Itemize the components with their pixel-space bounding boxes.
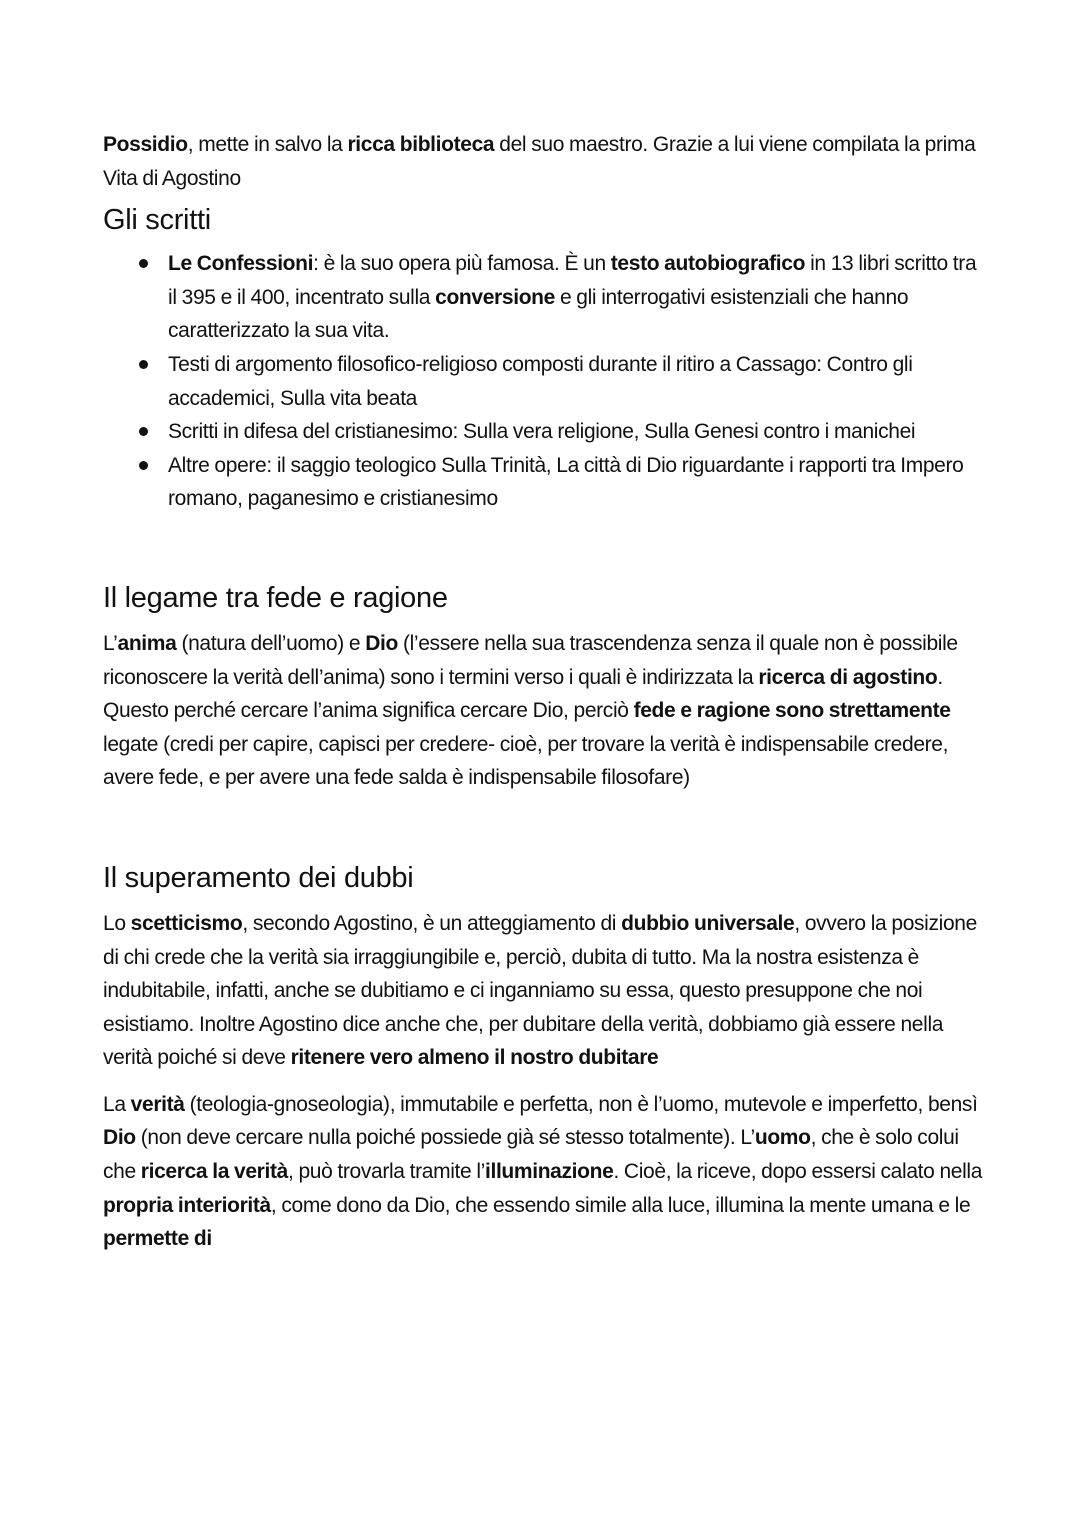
text-run: (teologia-gnoseologia), immutabile e perfetta, non è l’uomo, mutevole e imperfetto, bensì [184, 1092, 978, 1116]
section-heading-fede-ragione: Il legame tra fede e ragione [103, 581, 448, 614]
text-run: , che è solo colui che [103, 1126, 959, 1184]
list-item-text [168, 252, 976, 342]
bold-text: conversione [435, 285, 555, 309]
text-run: . Cioè, la riceve, dopo essersi calato nella [613, 1160, 983, 1184]
paragraph-fede-ragione [103, 627, 983, 795]
text-run: : è la suo opera più famosa. È un [313, 252, 611, 276]
bullet-icon [139, 461, 148, 470]
bold-text: Dio [365, 631, 398, 655]
text-run: (non deve cercare nulla poiché possiede già sé stesso totalmente). L’ [135, 1126, 755, 1150]
list-item-confessioni [103, 247, 983, 348]
text-run: . Questo perché cercare l’anima significa cercare Dio, perciò [103, 665, 943, 723]
paragraph-scetticismo [103, 907, 983, 1075]
list-item-testi-filosofici [103, 348, 983, 415]
list-item-scritti-difesa [103, 415, 983, 449]
text-run: e gli interrogativi esistenziali che hanno caratterizzato la sua vita. [168, 285, 909, 343]
bold-text: ricerca di agostino [758, 665, 938, 689]
bold-text: Possidio [103, 133, 188, 156]
text-run: legate (credi per capire, capisci per credere- cioè, per trovare la verità è indispensabile credere, avere fede, e per avere una fede salda è indispensabile filosofare) [103, 732, 949, 790]
text-run: (natura dell’uomo) e [176, 631, 366, 655]
bold-text: uomo [754, 1126, 811, 1150]
list-item-text [168, 454, 964, 511]
bullet-icon [139, 259, 148, 268]
list-item-text [168, 353, 913, 410]
text-run: , come dono da Dio, che essendo simile alla luce, illumina la mente umana e le [270, 1193, 971, 1217]
bold-text: propria interiorità [103, 1193, 271, 1217]
bold-text: Le Confessioni [168, 252, 314, 276]
bold-text: Dio [103, 1126, 136, 1150]
bold-text: illuminazione [484, 1160, 614, 1184]
bold-text: dubbio universale [621, 911, 795, 935]
bold-text: ricerca la verità [140, 1160, 288, 1184]
bold-text: fede e ragione sono strettamente [633, 699, 951, 723]
text-run: , può trovarla tramite l’ [287, 1160, 485, 1184]
paragraph-verita [103, 1088, 983, 1256]
works-list [103, 247, 983, 516]
section-heading-scritti: Gli scritti [103, 204, 211, 237]
text-run: Scritti in difesa del cristianesimo: Sulla vera religione, Sulla Genesi contro i manichei [168, 420, 916, 444]
text-run: Altre opere: il saggio teologico Sulla Trinità, La città di Dio riguardante i rapporti tra Impero romano, paganesimo e cristianesimo [168, 453, 964, 511]
list-item-altre-opere [103, 449, 983, 516]
intro-paragraph [103, 128, 983, 195]
bold-text: testo autobiografico [610, 252, 806, 276]
text-run: , ovvero la posizione di chi crede che la verità sia irraggiungibile e, perciò, dubita di tutto. Ma la nostra esistenza è indubitabile, infatti, anche se dubitiamo e ci inganniamo su essa, questo presuppone che noi esistiamo. Inoltre Agostino dice anche che, per dubitare della verità, dobbiamo già essere nella verità poiché si deve [103, 911, 977, 1070]
bold-text: anima [117, 631, 177, 655]
text-run: Lo [103, 911, 131, 935]
bold-text: ritenere vero almeno il nostro dubitare [290, 1046, 659, 1070]
text-run: , mette in salvo la [187, 133, 348, 156]
bullet-icon [139, 427, 148, 436]
bullet-icon [139, 360, 148, 369]
list-item-text [168, 420, 915, 443]
text-run: in 13 libri scritto tra il 395 e il 400, incentrato sulla [168, 252, 977, 309]
bold-text: permette di [103, 1227, 212, 1251]
text-run: L’ [103, 631, 118, 655]
text-run: del suo maestro. Grazie a lui viene compilata la prima Vita di Agostino [103, 133, 976, 190]
text-run: La [103, 1092, 131, 1116]
text-run: (l’essere nella sua trascendenza senza il quale non è possibile riconoscere la verità dell’anima) sono i termini verso i quali è indirizzata la [103, 631, 958, 689]
section-heading-superamento-dubbi: Il superamento dei dubbi [103, 861, 414, 894]
text-run: Testi di argomento filosofico-religioso composti durante il ritiro a Cassago: Contro gli accademici, Sulla vita beata [168, 352, 913, 410]
text-run: , secondo Agostino, è un atteggiamento di [242, 911, 622, 935]
document-page [103, 128, 983, 1256]
bold-text: scetticismo [130, 911, 243, 935]
bold-text: ricca biblioteca [347, 133, 495, 156]
bold-text: verità [130, 1092, 185, 1116]
